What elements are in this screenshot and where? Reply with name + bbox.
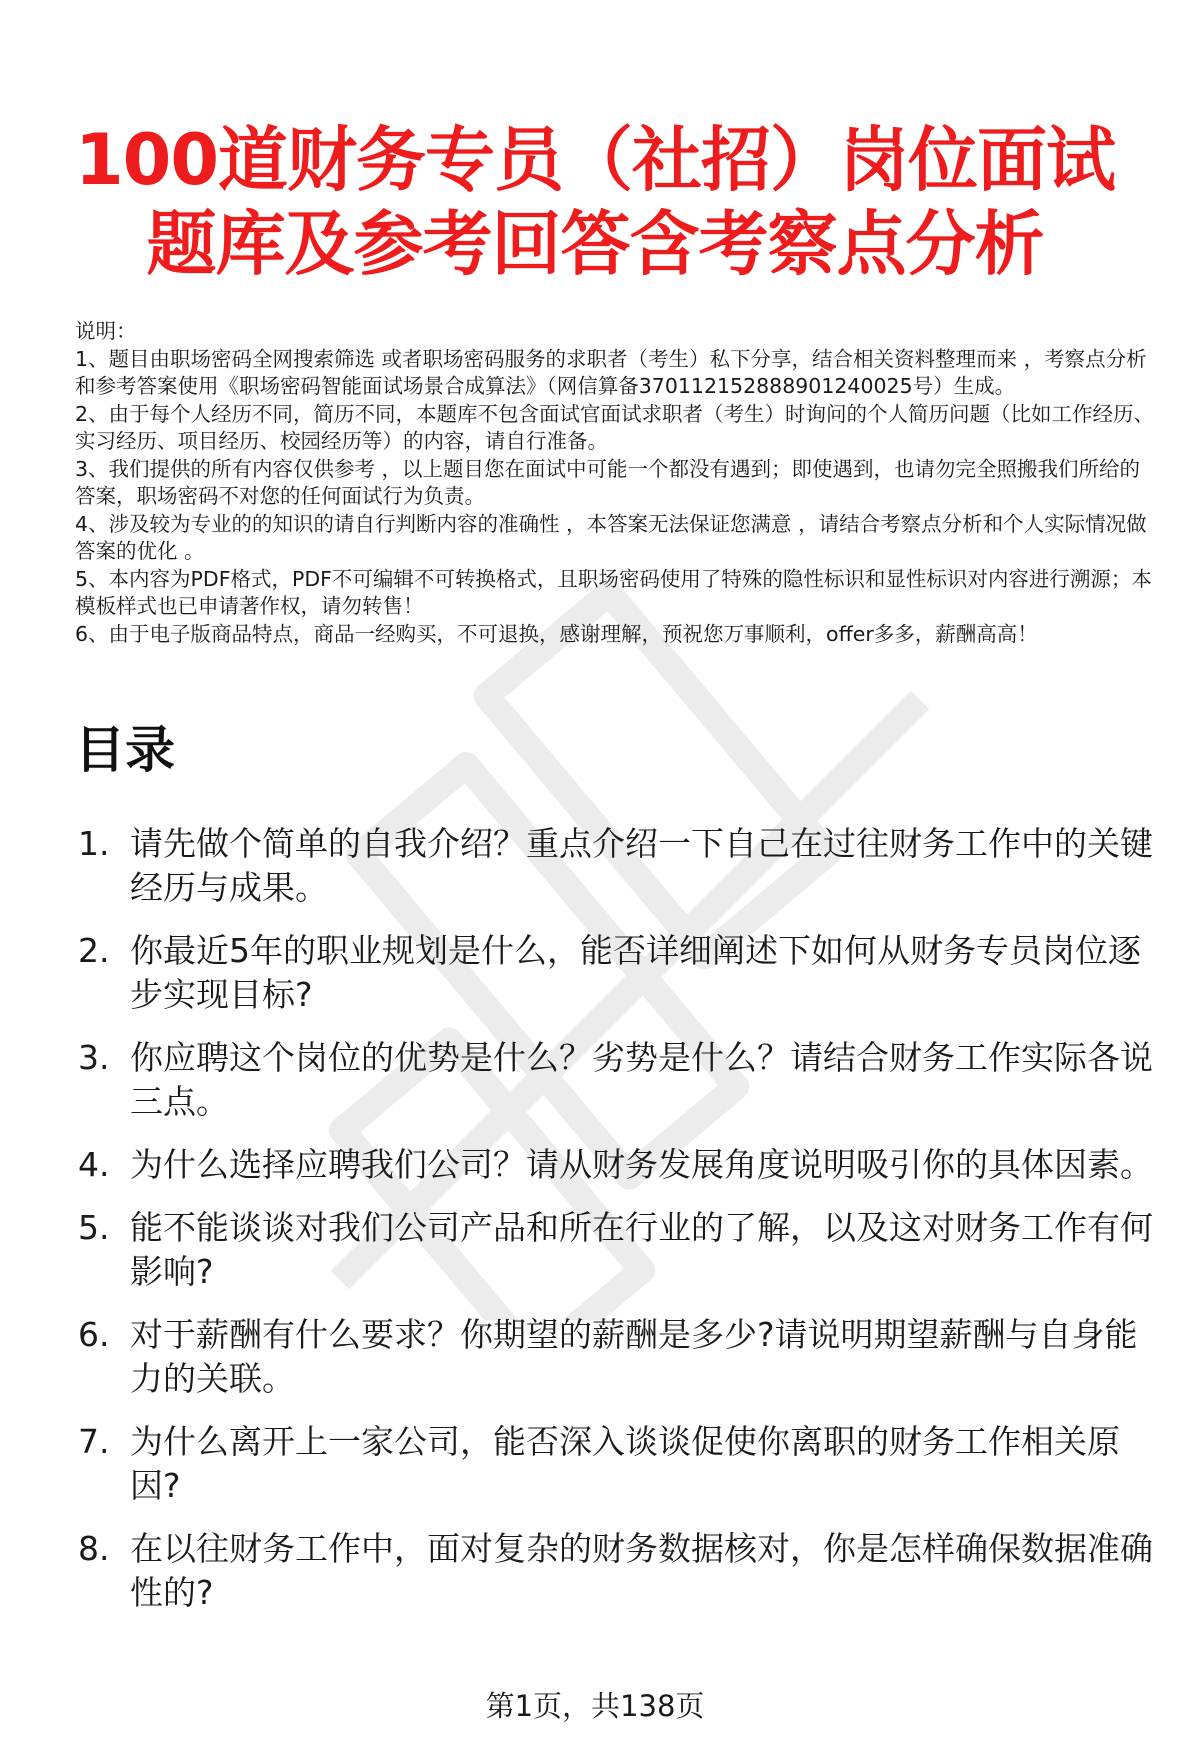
document-title: 100道财务专员（社招）岗位面试题库及参考回答含考察点分析 — [74, 119, 1116, 285]
toc-list — [78, 822, 1168, 1634]
toc-item-text: 你应聘这个岗位的优势是什么？劣势是什么？请结合财务工作实际各说三点。 — [130, 1038, 1153, 1121]
toc-item-number: 5. — [78, 1208, 110, 1247]
note-item: 4、涉及较为专业的的知识的请自行判断内容的准确性 ，本答案无法保证您满意 ，请结合考察点分析和个人实际情况做答案的优化 。 — [75, 511, 1147, 563]
toc-item-number: 8. — [78, 1529, 110, 1568]
toc-item-number: 2. — [78, 931, 110, 970]
note-item: 6、由于电子版商品特点，商品一经购买，不可退换，感谢理解，预祝您万事顺利，offer多多，薪酬高高！ — [75, 621, 1038, 646]
toc-item[interactable] — [78, 1206, 1168, 1294]
toc-item-text: 对于薪酬有什么要求？你期望的薪酬是多少?请说明期望薪酬与自身能力的关联。 — [130, 1315, 1138, 1398]
note-item: 3、我们提供的所有内容仅供参考 ，以上题目您在面试中可能一个都没有遇到；即使遇到，也请勿完全照搬我们所给的答案，职场密码不对您的任何面试行为负责。 — [75, 456, 1141, 508]
toc-item-number: 6. — [78, 1315, 110, 1354]
toc-item-number: 1. — [78, 824, 110, 863]
toc-item[interactable] — [78, 1036, 1168, 1124]
notes-heading: 说明： — [75, 319, 137, 343]
toc-item[interactable] — [78, 929, 1168, 1017]
toc-item-text: 为什么选择应聘我们公司？请从财务发展角度说明吸引你的具体因素。 — [130, 1145, 1153, 1184]
notes-section — [75, 318, 1155, 648]
toc-item[interactable] — [78, 1143, 1168, 1187]
toc-item-number: 4. — [78, 1145, 110, 1184]
toc-item[interactable] — [78, 822, 1168, 910]
toc-item-number: 7. — [78, 1422, 110, 1461]
toc-item-text: 能不能谈谈对我们公司产品和所在行业的了解，以及这对财务工作有何影响? — [130, 1208, 1153, 1291]
page-number-footer: 第1页，共138页 — [485, 1689, 705, 1723]
note-item: 1、题目由职场密码全网搜索筛选 或者职场密码服务的求职者（考生）私下分享，结合相关资料整理而来 ，考察点分析和参考答案使用《职场密码智能面试场景合成算法》（网信算备370112152888901240025号）生成。 — [75, 346, 1147, 398]
toc-item-text: 你最近5年的职业规划是什么，能否详细阐述下如何从财务专员岗位逐步实现目标? — [130, 931, 1141, 1014]
toc-item-text: 为什么离开上一家公司，能否深入谈谈促使你离职的财务工作相关原因? — [130, 1422, 1120, 1505]
toc-item-text: 在以往财务工作中，面对复杂的财务数据核对，你是怎样确保数据准确性的? — [130, 1529, 1153, 1612]
toc-item-text: 请先做个简单的自我介绍？重点介绍一下自己在过往财务工作中的关键经历与成果。 — [130, 824, 1153, 907]
toc-heading: 目录 — [75, 721, 175, 779]
note-item: 5、本内容为PDF格式，PDF不可编辑不可转换格式，且职场密码使用了特殊的隐性标识和显性标识对内容进行溯源；本模板样式也已申请著作权，请勿转售！ — [75, 566, 1152, 618]
toc-item-number: 3. — [78, 1038, 110, 1077]
note-item: 2、由于每个人经历不同，简历不同，本题库不包含面试官面试求职者（考生）时询问的个人简历问题（比如工作经历、实习经历、项目经历、校园经历等）的内容，请自行准备。 — [75, 401, 1155, 453]
toc-item[interactable] — [78, 1313, 1168, 1401]
toc-item[interactable] — [78, 1527, 1168, 1615]
toc-item[interactable] — [78, 1420, 1168, 1508]
